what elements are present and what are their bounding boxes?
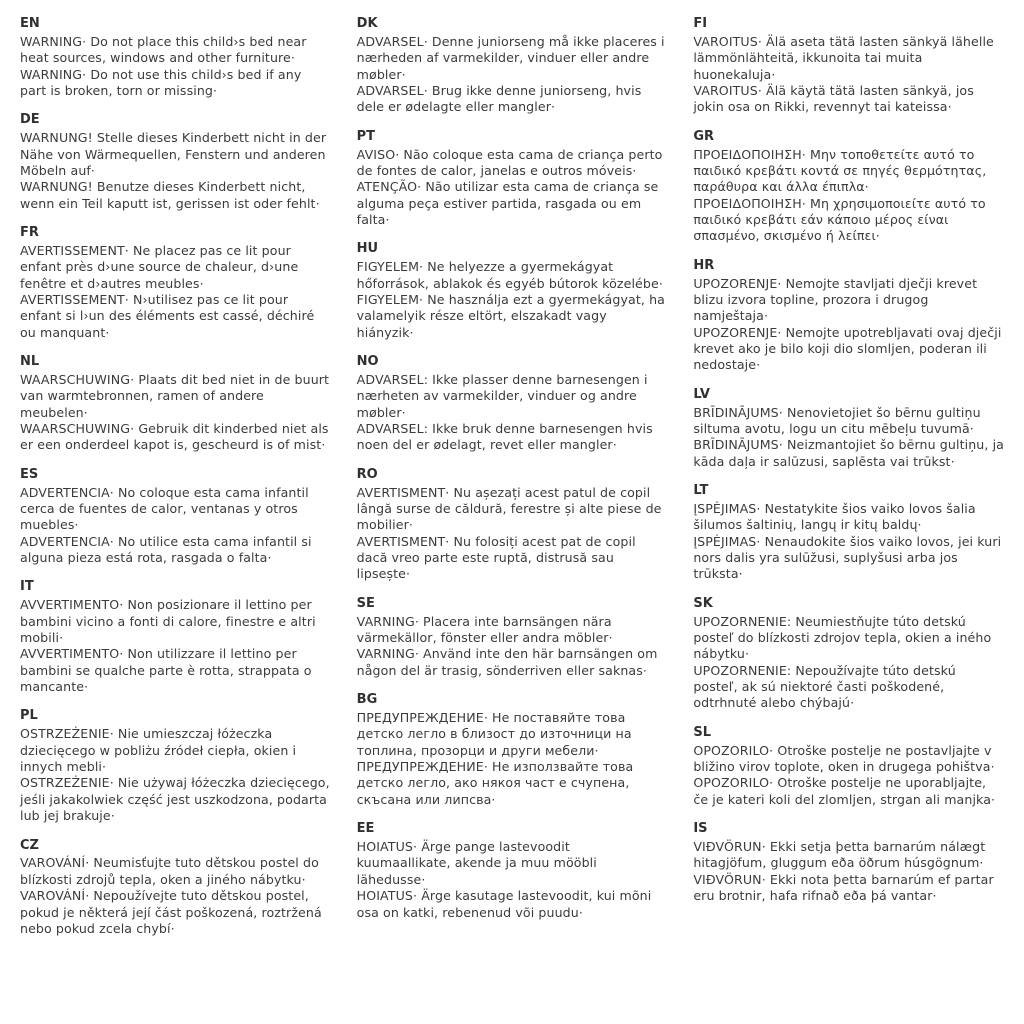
warning-paragraph: BRĪDINĀJUMS· Neizmantojiet šo bērnu gultiņu, ja kāda daļa ir salūzusi, saplēsta vai trūkst· [693, 437, 1004, 469]
warning-paragraph: HOIATUS· Ärge kasutage lastevoodit, kui mõni osa on katki, rebenenud või puudu· [356, 888, 652, 920]
language-section [693, 16, 1004, 116]
warning-paragraph: ADVARSEL: Ikke bruk denne barnesengen hvis noen del er ødelagt, revet eller mangler· [356, 421, 653, 453]
language-section [357, 692, 668, 808]
language-section [20, 112, 331, 212]
warning-paragraph: FIGYELEM· Ne használja ezt a gyermekágyat, ha valamelyik része eltört, elszakadt vagy hiányzik· [356, 291, 665, 340]
warning-paragraph: UPOZORNENIE: Nepoužívajte túto detskú posteľ, ak sú niektoré časti poškodené, odtrhnuté alebo chýbajú· [693, 662, 956, 711]
language-code-heading: SL [693, 724, 711, 740]
language-code-heading: ES [20, 466, 39, 482]
language-section [20, 579, 331, 695]
warning-paragraph: ADVARSEL: Ikke plasser denne barnesengen i nærheten av varmekilder, vinduer og andre møbler· [356, 371, 648, 420]
language-code-heading: LV [693, 386, 710, 402]
language-section [357, 241, 668, 341]
language-section [693, 129, 1004, 245]
warning-paragraph: ADVERTENCIA· No coloque esta cama infantil cerca de fuentes de calor, ventanas y otros muebles· [20, 484, 309, 533]
language-section [357, 596, 668, 679]
language-code-heading: GR [693, 128, 715, 144]
language-code-heading: FR [20, 225, 39, 241]
warning-paragraph: ĮSPĖJIMAS· Nenaudokite šios vaiko lovos, jei kuri nors dalis yra sulūžusi, suplyšusi arba jos trūksta· [693, 533, 1002, 582]
warning-paragraph: VAROVÁNÍ· Nepoužívejte tuto dětskou postel, pokud je některá její část poškozená, roztržená nebo pokud zcela chybí· [20, 888, 322, 936]
warning-paragraph: BRĪDINĀJUMS· Nenovietojiet šo bērnu gultiņu siltuma avotu, logu un citu mēbeļu tuvumā· [693, 404, 981, 437]
warning-paragraph: ATENÇÃO· Não utilizar esta cama de criança se alguma peça estiver partida, rasgada ou em falta· [356, 179, 659, 228]
warning-paragraph: VAROITUS· Älä aseta tätä lasten sänkyä lähelle lämmönlähteitä, ikkunoita tai muita huonekaluja· [693, 33, 994, 82]
warning-paragraph: UPOZORENJE· Nemojte upotrebljavati ovaj dječji krevet ako je bilo koji dio slomljen, poderan ili nedostaje· [693, 324, 1002, 373]
warning-paragraph: ĮSPĖJIMAS· Nestatykite šios vaiko lovos šalia šilumos šaltinių, langų ir kitų baldų· [693, 501, 976, 533]
warning-paragraph: OPOZORILO· Otroške postelje ne uporabljajte, če je kateri koli del zlomljen, strgan ali manjka· [693, 775, 996, 807]
warning-paragraph: FIGYELEM· Ne helyezze a gyermekágyat hőforrások, ablakok és egyéb bútorok közelébe· [356, 259, 663, 291]
warning-paragraph: AVERTISSEMENT· Ne placez pas ce lit pour enfant près d›une source de chaleur, d›une fenêtre et d›autres meubles· [20, 242, 299, 291]
language-code-heading: IT [20, 579, 34, 595]
warning-paragraph: ADVARSEL· Denne juniorseng må ikke placeres i nærheden af varmekilder, vinduer eller andre møbler· [356, 33, 665, 82]
warning-paragraph: ADVERTENCIA· No utilice esta cama infantil si alguna pieza está rota, rasgada o falta· [20, 533, 312, 566]
warning-paragraph: AVVERTIMENTO· Non posizionare il lettino per bambini vicino a fonti di calore, finestre e altri mobili· [20, 597, 316, 646]
language-code-heading: SK [693, 595, 713, 611]
language-code-heading: FI [693, 16, 708, 31]
warning-paragraph: UPOZORNENIE: Neumiestňujte túto detskú posteľ do blízkosti zdrojov tepla, okien a iného nábytku· [693, 613, 992, 662]
language-code-heading: PT [356, 128, 376, 144]
language-section [357, 16, 668, 116]
language-code-heading: DK [356, 16, 378, 31]
language-code-heading: EE [356, 821, 375, 837]
language-section [693, 725, 1004, 808]
warning-paragraph: WARNING· Do not place this child›s bed near heat sources, windows and other furniture· [20, 33, 307, 66]
warning-paragraph: WARNUNG! Benutze dieses Kinderbett nicht, wenn ein Teil kaputt ist, gerissen ist oder fehlt· [20, 179, 320, 211]
language-section [20, 467, 331, 567]
language-section [693, 596, 1004, 712]
language-section [357, 129, 668, 229]
language-section [357, 821, 668, 921]
warning-paragraph: VAROVÁNÍ· Neumisťujte tuto dětskou postel do blízkosti zdrojů tepla, oken a jiného nábytku· [20, 855, 319, 887]
warning-paragraph: OSTRZEŻENIE· Nie używaj łóżeczka dziecięcego, jeśli jakakolwiek część jest uszkodzona, podarta lub jej brakuje· [20, 775, 330, 824]
text-column [693, 16, 1004, 918]
warning-paragraph: AVERTISSEMENT· N›utilisez pas ce lit pour enfant si l›un des éléments est cassé, déchiré ou manquant· [20, 291, 315, 340]
warning-paragraph: HOIATUS· Ärge pange lastevoodit kuumaallikate, akende ja muu mööbli lähedusse· [356, 839, 597, 887]
warning-paragraph: ΠΡΟΕΙΔΟΠΟΙΗΣΗ· Μην τοποθετείτε αυτό το παιδικό κρεβάτι κοντά σε πηγές θερμότητας, παράθυρα και άλλα έπιπλα· [693, 146, 987, 195]
warning-paragraph: OSTRZEŻENIE· Nie umieszczaj łóżeczka dziecięcego w pobliżu źródeł ciepła, okien i innych mebli· [20, 726, 297, 775]
language-section [20, 354, 331, 454]
language-section [357, 354, 668, 454]
language-code-heading: HU [356, 241, 379, 257]
warning-paragraph: AVERTISMENT· Nu așezați acest patul de copil lângă surse de căldură, ferestre și alte piese de mobilier· [356, 484, 662, 533]
warning-paragraph: ΠΡΟΕΙΔΟΠΟΙΗΣΗ· Μη χρησιμοποιείτε αυτό το παιδικό κρεβάτι εάν κάποιο μέρος είναι σπασμένο, σκισμένο ή λείπει· [693, 195, 986, 244]
warning-paragraph: WARNUNG! Stelle dieses Kinderbett nicht in der Nähe von Wärmequellen, Fenstern und anderen Möbeln auf· [20, 130, 327, 178]
language-code-heading: EN [20, 16, 40, 31]
warning-paragraph: UPOZORENJE· Nemojte stavljati dječji krevet blizu izvora topline, prozora i drugog namještaja· [693, 275, 978, 324]
warning-paragraph: ADVARSEL· Brug ikke denne juniorseng, hvis dele er ødelagte eller mangler· [356, 82, 642, 115]
language-code-heading: LT [693, 483, 709, 499]
warning-paragraph: WAARSCHUWING· Gebruik dit kinderbed niet als er een onderdeel kapot is, gescheurd is of mist· [20, 421, 329, 453]
language-code-heading: DE [20, 112, 40, 128]
language-code-heading: CZ [20, 837, 39, 853]
language-code-heading: RO [356, 466, 378, 482]
language-code-heading: PL [20, 708, 38, 724]
warning-paragraph: VARNING· Använd inte den här barnsängen om någon del är trasig, sönderriven eller saknas· [356, 646, 658, 678]
warning-paragraph: OPOZORILO· Otroške postelje ne postavljajte v bližino virov toplote, oken in drugega pohištva· [693, 742, 995, 775]
warning-paragraph: WARNING· Do not use this child›s bed if any part is broken, torn or missing· [20, 66, 302, 98]
warning-paragraph: ПРЕДУПРЕЖДЕНИЕ· Не поставяйте това детско легло в близост до източници на топлина, прозорци и други мебели· [356, 710, 632, 758]
language-section [693, 483, 1004, 583]
warning-paragraph: WAARSCHUWING· Plaats dit bed niet in de buurt van warmtebronnen, ramen of andere meubelen· [20, 371, 330, 420]
warning-paragraph: VAROITUS· Älä käytä tätä lasten sänkyä, jos jokin osa on Rikki, revennyt tai kateissa· [693, 82, 974, 115]
warning-paragraph: ПРЕДУПРЕЖДЕНИЕ· Не използвайте това детско легло, ако някоя част е счупена, скъсана или липсва· [356, 759, 634, 807]
language-section [693, 258, 1004, 374]
language-section [357, 467, 668, 583]
warning-paragraph: VIÐVÖRUN· Ekki nota þetta barnarúm ef partar eru brotnir, hafa rifnað eða þá vantar· [693, 871, 994, 904]
language-code-heading: NO [356, 354, 379, 370]
language-code-heading: HR [693, 257, 715, 273]
language-code-heading: BG [356, 692, 378, 708]
language-code-heading: SE [356, 595, 375, 611]
language-section [20, 708, 331, 824]
warning-paragraph: AVERTISMENT· Nu folosiți acest pat de copil dacă vreo parte este ruptă, distrusă sau lipsește· [356, 533, 636, 582]
language-code-heading: IS [693, 821, 708, 837]
language-section [20, 225, 331, 341]
warning-paragraph: AVVERTIMENTO· Non utilizzare il lettino per bambini se qualche parte è rotta, strappata o mancante· [20, 646, 312, 695]
text-column [20, 16, 331, 950]
language-section [693, 387, 1004, 470]
warning-paragraph: AVISO· Não coloque esta cama de criança perto de fontes de calor, janelas e outros móveis· [356, 146, 663, 178]
warning-paragraph: VARNING· Placera inte barnsängen nära värmekällor, fönster eller andra möbler· [356, 613, 613, 646]
text-column [357, 16, 668, 934]
language-section [20, 16, 331, 99]
language-code-heading: NL [20, 354, 40, 370]
language-section [693, 821, 1004, 904]
language-section [20, 838, 331, 938]
warning-paragraph: VIÐVÖRUN· Ekki setja þetta barnarúm nálægt hitagjöfum, gluggum eða öðrum húsgögnum· [693, 839, 986, 871]
